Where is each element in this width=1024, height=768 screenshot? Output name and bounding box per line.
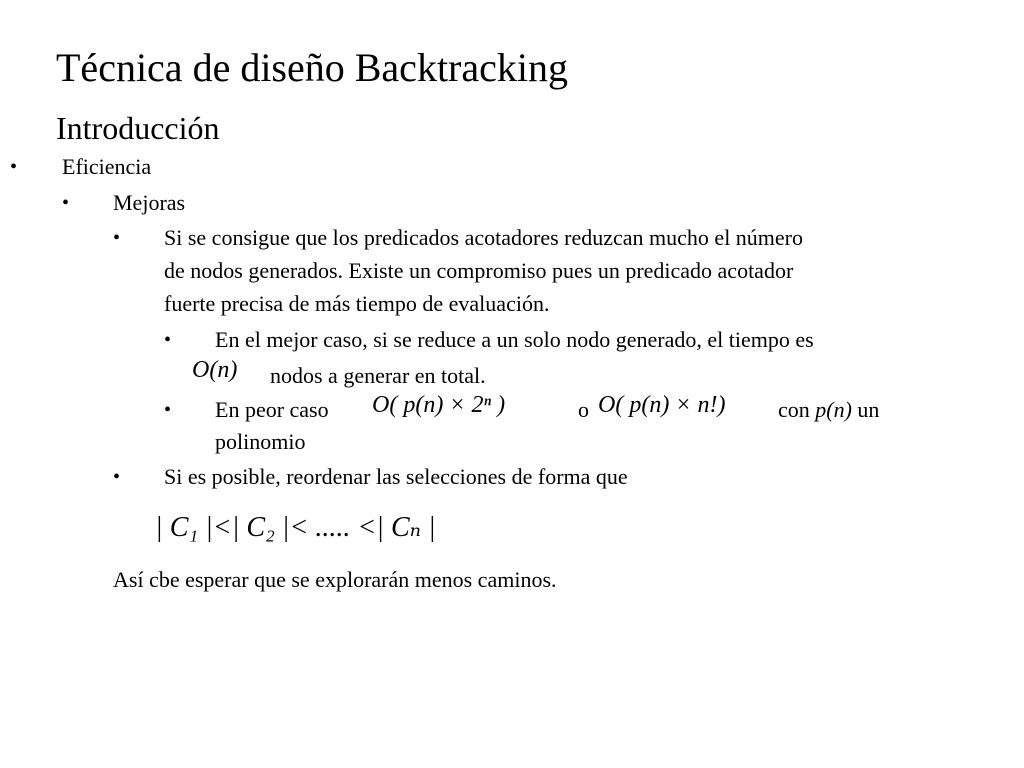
worst-case-formula-1: O( p(n) × 2ⁿ ) (372, 392, 506, 418)
item1-line1: Si se consigue que los predicados acotadores reduzcan mucho el número (164, 225, 804, 250)
conclusion-text: Así cbe esperar que se explorarán menos caminos. (113, 567, 557, 592)
bullet-mejoras: Mejoras (113, 190, 186, 215)
item1b-prefix: En peor caso (215, 397, 329, 422)
bullet-marker: • (164, 329, 172, 351)
page-title: Técnica de diseño Backtracking (56, 45, 568, 90)
item1a-line1: En el mejor caso, si se reduce a un solo nodo generado, el tiempo es (215, 327, 814, 352)
bullet-marker: • (10, 156, 18, 178)
item1b-line2: polinomio (215, 429, 306, 454)
item2-text: Si es posible, reordenar las selecciones de forma que (164, 464, 628, 489)
item1b-suffix-end: un (851, 397, 880, 422)
bullet-eficiencia: Eficiencia (62, 154, 152, 179)
bullet-marker: • (113, 466, 121, 488)
item1b-suffix-var: p(n) (815, 397, 852, 422)
bullet-marker: • (113, 227, 121, 249)
item1a-line2: nodos a generar en total. (270, 363, 486, 388)
bullet-marker: • (164, 399, 172, 421)
item1b-suffix-start: con (778, 397, 816, 422)
worst-case-formula-2: O( p(n) × n!) (598, 392, 726, 418)
item1b-suffix (778, 396, 879, 424)
item1-line2: de nodos generados. Existe un compromiso pues un predicado acotador (164, 258, 794, 283)
ordering-formula: | C₁ |<| C₂ |< ..... <| Cₙ | (155, 512, 436, 543)
item1-line3: fuerte precisa de más tiempo de evaluación. (164, 291, 550, 316)
best-case-formula: O(n) (192, 357, 238, 383)
item1b-connector: o (578, 397, 589, 422)
page-subtitle: Introducción (56, 110, 220, 146)
bullet-marker: • (62, 192, 70, 214)
